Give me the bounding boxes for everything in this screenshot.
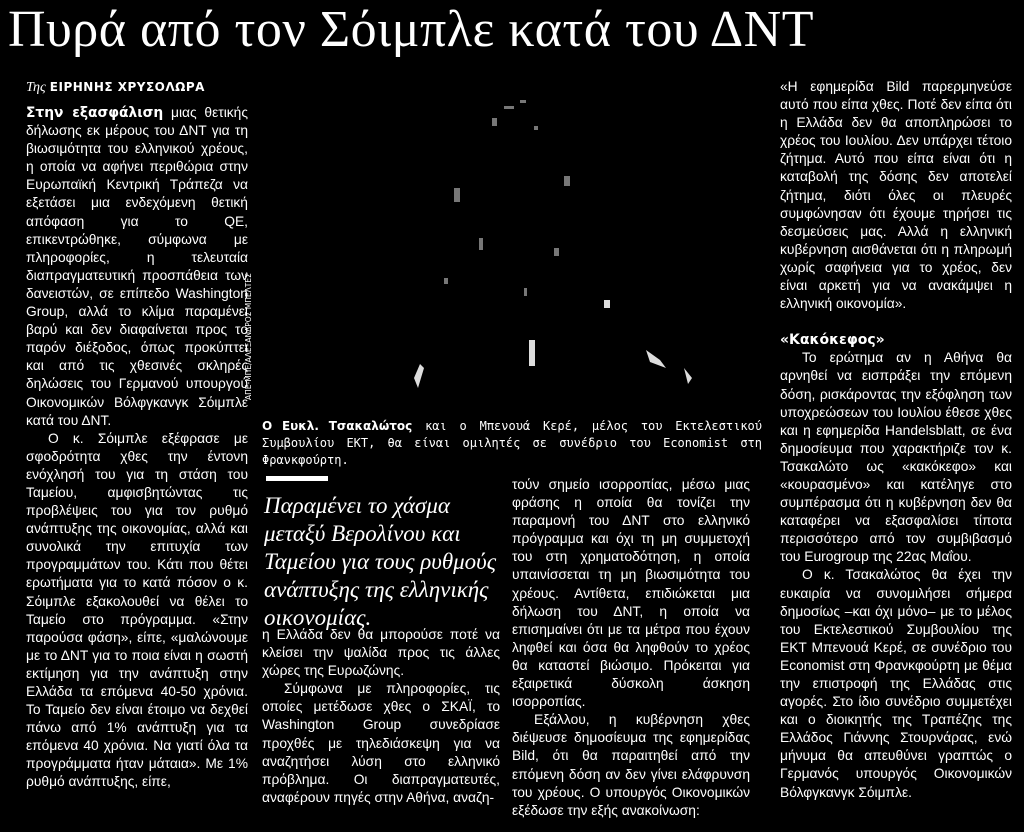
article-column-2: [262, 626, 500, 807]
col1-paragraph-1: μιας θετικής δήλωσης εκ μέρους του ΔΝΤ για τη βιωσιμότητα του ελληνικού χρέους, η οποία να αφήνει περιθώρια στην Ευρωπαϊκή Κεντρική Τράπεζα να εξετάσει μια ενδεχόμενη θετική απόφαση για το QE, επικεντρώθηκε, σύμφωνα με πληροφορίες, η τελευταία διαπραγματευτική προσπάθεια των δανειστών, σε επίπεδο Washington Group, αλλά το κλίμα παραμένει βαρύ και δεν διαφαίνεται προς το παρόν διέξοδος, όπως προκύπτει και από τις χθεσινές σκληρές δηλώσεις του Γερμανού υπουργού Οικονομικών Βόλφγκανγκ Σόιμπλε κατά του ΔΝΤ.: [26, 105, 248, 428]
byline-prefix: Της: [26, 80, 46, 95]
headline: Πυρά από τον Σόιμπλε κατά του ΔΝΤ: [8, 1, 814, 58]
caption-bold: Ο Ευκλ. Τσακαλώτος: [262, 419, 413, 433]
article-column-1: [26, 104, 248, 792]
col4-paragraph-3: Ο κ. Τσακαλώτος θα έχει την ευκαιρία να συνομιλήσει σήμερα δημοσίως –και όχι μόνο– με το μέλος του Εκτελεστικού Συμβουλίου της ΕΚΤ Μπενουά Κερέ, σε συνέδριο του Economist στη Φρανκφούρτη με θέμα την επιστροφή της Ελλάδας στις αγορές. Στο ίδιο συνέδριο συμμετέχει και ο διοικητής της Τραπέζης της Ελλάδος Γιάννης Στουρνάρας, ενώ μήνυμα θα απευθύνει γραπτώς ο Γερμανός υπουργός Οικονομικών Βόλφγκανγκ Σόιμπλε.: [780, 567, 1012, 800]
article-column-3: [512, 476, 750, 820]
lead-in: Στην εξασφάλιση: [26, 105, 164, 121]
photo-image: [264, 78, 764, 408]
byline: [26, 80, 205, 96]
pull-quote: Παραμένει το χάσμα μεταξύ Βερολίνου και Ταμείου για τους ρυθμούς ανάπτυξης της ελληνικής οικονομίας.: [264, 493, 497, 630]
col1-paragraph-2: Ο κ. Σόιμπλε εξέφρασε με σφοδρότητα χθες την έντονη ενόχλησή του για τη στάση του Ταμείου, αμφισβητώντας τις προβλέψεις του για τον ρυθμό ανάπτυξης της οικονομίας, αλλά και συνολικά την επιτυχία των προγραμμάτων του. Κάτι που θέτει ερωτήματα για το κατά πόσον ο κ. Σόιμπλε εξακολουθεί να θέλει το Ταμείο στο πρόγραμμα. «Στην παρούσα φάση», είπε, «μαλώνουμε με το ΔΝΤ για το ποια είναι η σωστή εκτίμηση για την ανάπτυξη στην Ελλάδα τα επόμενα 40-50 χρόνια. Το Ταμείο δεν είναι έτοιμο να δεχθεί πάνω από 1% ανάπτυξη για τα επόμενα 40 χρόνια. Να γιατί όλα τα προγράμματα ήταν μάταια». Με 1% ρυθμό ανάπτυξης, είπε,: [26, 430, 248, 790]
photo-credit: ΑΠΕ-ΜΠΕ/ΑΛΕΞΑΝΔΡΟΣ ΜΠΕΛΤΕΣ: [244, 273, 253, 400]
col2-paragraph-2: Σύμφωνα με πληροφορίες, τις οποίες μετέδωσε χθες ο ΣΚΑΪ, το Washington Group συνεδρίασε προχθές με τηλεδιάσκεψη για να αναζητήσει λύση στο ελληνικό πρόβλημα. Οι διαπραγματευτές, αναφέρουν πηγές στην Αθήνα, αναζη-: [262, 681, 500, 805]
pull-quote-rule: [266, 476, 328, 481]
byline-author: ΕΙΡΗΝΗΣ ΧΡΥΣΟΛΩΡΑ: [49, 80, 205, 94]
caption-text: και ο Μπενουά Κερέ, μέλος του Εκτελεστικού Συμβουλίου ΕΚΤ, θα είναι ομιλητές σε συνέδριο του Economist στη Φρανκφούρτη.: [262, 419, 762, 467]
col3-paragraph-2: Εξάλλου, η κυβέρνηση χθες διέψευσε δημοσίευμα της εφημερίδας Bild, ότι θα παραιτηθεί από την επόμενη δόση αν δεν γίνει ελάφρυνση του χρέους. Ο υπουργός Οικονομικών εξέδωσε την εξής ανακοίνωση:: [512, 712, 750, 818]
col4-paragraph-1: «Η εφημερίδα Bild παρερμηνεύσε αυτό που είπα χθες. Ποτέ δεν είπα ότι η Ελλάδα δεν θα αποπληρώσει το χρέος του Ιουλίου. Δεν υπάρχει τέτοιο ζήτημα. Αυτό που είπα είναι ότι η καταβολή της δόσης δεν αποτελεί ζήτημα, διότι όλες οι πλευρές συμφώνησαν ότι έχουμε τηρήσει τις δεσμεύσεις μας. Αλλά η ελληνική κυβέρνηση αισθάνεται ότι η πληρωμή χωρίς σαφήνεια για το χρέος, δεν είναι αρκετή για να ανακάμψει η ελληνική οικονομία».: [780, 79, 1012, 312]
article-column-4: [780, 78, 1012, 802]
col2-paragraph-1: η Ελλάδα δεν θα μπορούσε ποτέ να κλείσει την ψαλίδα προς τις άλλες χώρες της Ευρωζώνης.: [262, 627, 500, 679]
article-photo: [264, 78, 764, 408]
subhead: «Κακόκεφος»: [780, 332, 885, 349]
col4-paragraph-2: Το ερώτημα αν η Αθήνα θα αρνηθεί να εισπράξει την επόμενη δόση, ρισκάροντας την εξόφληση των υποχρεώσεων του Ιουλίου έθεσε χθες και η εφημερίδα Handelsblatt, σε ένα δημοσίευμα που χαρακτήριζε τον κ. Τσακαλώτο ως «κακόκεφο» και «κουρασμένο» και κατέληγε στο συμπέρασμα ότι η κυβέρνηση δεν θα καταφέρει να εξασφαλίσει τίποτα περισσότερο από τον συμβιβασμό του Eurogroup της 22ας Μαΐου.: [780, 350, 1012, 565]
col3-paragraph-1: τούν σημείο ισορροπίας, μέσω μιας φράσης η οποία θα τονίζει την παραμονή του ΔΝΤ στο ελληνικό πρόγραμμα και όχι τη μη συμμετοχή του στη χρηματοδότηση, η οποία υπαινίσσεται τη μη βιωσιμότητα του χρέους. Αντίθετα, επιδιώκεται μια δήλωση του ΔΝΤ, η οποία να επισημαίνει ότι με τα μέτρα που έχουν ληφθεί και όσα θα ληφθούν το χρέος θα καταστεί βιώσιμο. Πρόκειται για εξαιρετικά δύσκολη άσκηση ισορροπίας.: [512, 477, 750, 710]
photo-caption: [262, 418, 762, 469]
